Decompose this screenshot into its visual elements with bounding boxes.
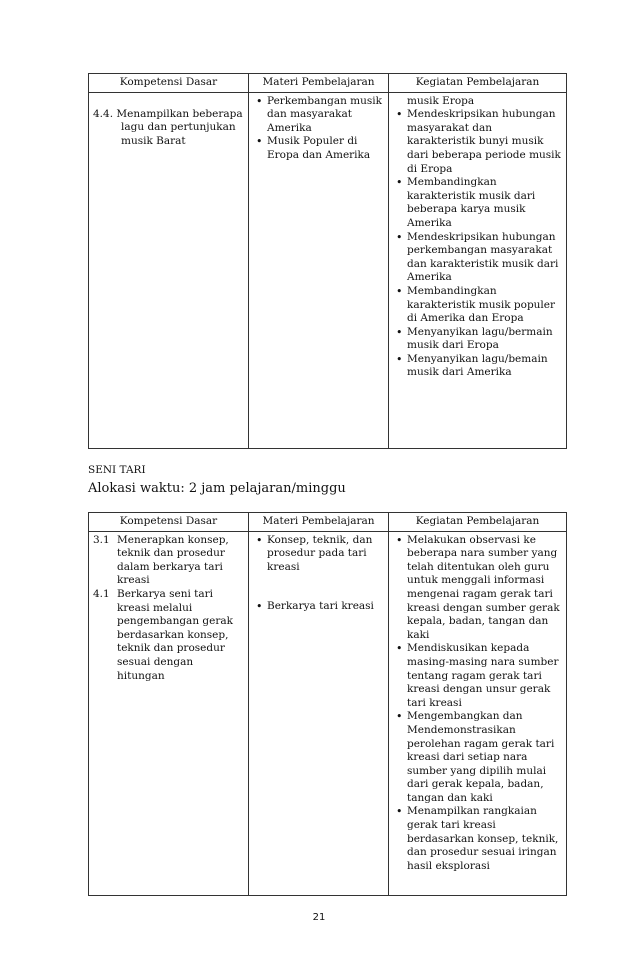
list-item: • Mendeskripsikan hubungan masyarakat dan karakteristik bunyi musik dari beberapa periode musik di Eropa (407, 108, 562, 176)
materi-cell (249, 531, 389, 895)
header-materi: Materi Pembelajaran (249, 513, 389, 532)
table-row (89, 531, 567, 895)
alokasi-waktu: Alokasi waktu: 2 jam pelajaran/minggu (88, 481, 346, 496)
page-number: 21 (312, 912, 326, 923)
kd-text: 4.4. Menampilkan beberapa lagu dan pertunjukan musik Barat (93, 107, 243, 147)
list-item: • Membandingkan karakteristik musik populer di Amerika dan Eropa (407, 285, 562, 326)
kegiatan-continued: musik Eropa (407, 94, 475, 107)
header-materi: Materi Pembelajaran (249, 74, 389, 93)
kd-text: Menerapkan konsep, teknik dan prosedur dalam berkarya tari kreasi (117, 533, 229, 587)
list-item: • Berkarya tari kreasi (267, 600, 384, 614)
list-item: • Konsep, teknik, dan prosedur pada tari kreasi (267, 534, 384, 575)
list-item: • Mendeskripsikan hubungan perkembangan masyarakat dan karakteristik musik dari Amerika (407, 231, 562, 285)
kegiatan-cell (389, 531, 567, 895)
table-seni-tari (88, 512, 567, 896)
kd-text: Berkarya seni tari kreasi melalui pengembangan gerak berdasarkan konsep, teknik dan prosedur sesuai dengan hitungan (117, 587, 233, 682)
list-item: • Membandingkan karakteristik musik dari beberapa karya musik Amerika (407, 176, 562, 230)
table-row (89, 92, 567, 448)
materi-cell (249, 92, 389, 448)
kd-number: 4.1 (93, 587, 110, 600)
kd-item (93, 534, 244, 588)
header-kegiatan: Kegiatan Pembelajaran (389, 513, 567, 532)
table-seni-musik (88, 73, 567, 449)
table-header-row (89, 513, 567, 532)
list-item: • Menyanyikan lagu/bermain musik dari Eropa (407, 326, 562, 353)
list-item: • Musik Populer di Eropa dan Amerika (267, 135, 384, 162)
list-item: • Menyanyikan lagu/bemain musik dari Amerika (407, 353, 562, 380)
kd-cell (89, 92, 249, 448)
list-item: • Menampilkan rangkaian gerak tari kreasi berdasarkan konsep, teknik, dan prosedur sesuai iringan hasil eksplorasi (407, 805, 562, 873)
header-kompetensi: Kompetensi Dasar (89, 74, 249, 93)
list-item: • Perkembangan musik dan masyarakat Amerika (267, 95, 384, 136)
header-kegiatan: Kegiatan Pembelajaran (389, 74, 567, 93)
table-header-row (89, 74, 567, 93)
list-item: • Mengembangkan dan Mendemonstrasikan perolehan ragam gerak tari kreasi dari setiap nara sumber yang dipilih mulai dari gerak kepala, badan, tangan dan kaki (407, 710, 562, 805)
list-item: • Melakukan observasi ke beberapa nara sumber yang telah ditentukan oleh guru untuk menggali informasi mengenai ragam gerak tari kreasi dengan sumber gerak kepala, badan, tangan dan kaki (407, 534, 562, 643)
kegiatan-cell (389, 92, 567, 448)
header-kompetensi: Kompetensi Dasar (89, 513, 249, 532)
kd-cell (89, 531, 249, 895)
kd-number: 3.1 (93, 533, 110, 546)
list-item: • Mendiskusikan kepada masing-masing nara sumber tentang ragam gerak tari kreasi dengan unsur gerak tari kreasi (407, 642, 562, 710)
kd-item (93, 588, 244, 683)
section-title: SENI TARI (88, 464, 146, 476)
